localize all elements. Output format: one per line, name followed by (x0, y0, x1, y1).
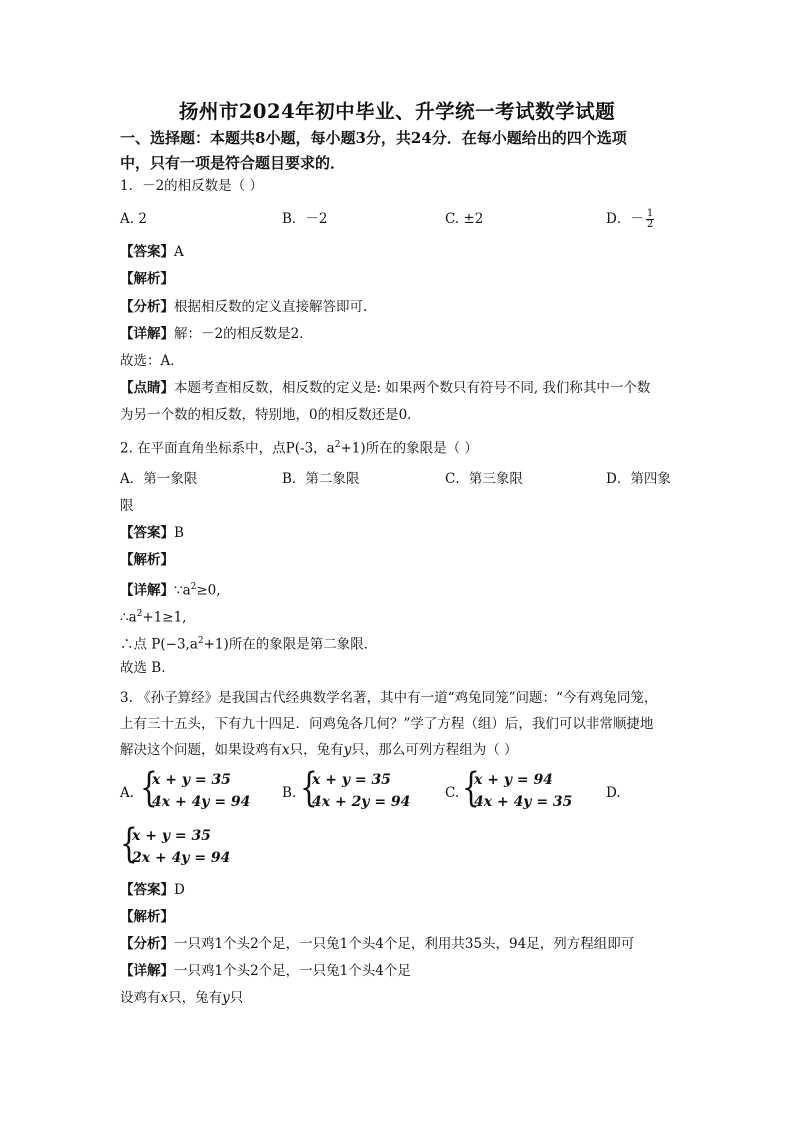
var-x: x (160, 990, 169, 1006)
step1-post: ≥0, (196, 582, 221, 599)
q3-fenxi (120, 934, 634, 954)
q3-analysis-heading (120, 907, 174, 927)
section-header-line1: 一、选择题：本题共8小题，每小题3分，共24分．在每小题给出的四个选项 (120, 129, 627, 147)
q2-step1 (120, 577, 221, 601)
system-eq2: 4x + 2y = 94 (312, 794, 411, 810)
q1-option-b: B．－2 (282, 211, 328, 227)
answer-value: B (174, 525, 184, 541)
q1-dianjing-line2: 为另一个数的相反数，特别地，0的相反数还是0． (120, 407, 421, 423)
var-y: y (343, 742, 352, 758)
q3-line3 (120, 740, 518, 760)
page-title: 扬州市2024年初中毕业、升学统一考试数学试题 (178, 100, 616, 123)
q2-option-c: C．第三象限 (445, 471, 523, 487)
fraction-denominator: 2 (646, 219, 654, 230)
dianjing-tag: 【点睛】 (120, 380, 174, 396)
xiangjie-tag: 【详解】 (120, 582, 174, 599)
analysis-tag: 【解析】 (120, 271, 174, 287)
q2-step3 (120, 631, 377, 655)
q1-fenxi (120, 297, 367, 317)
q1-option-d (606, 209, 654, 230)
answer-tag: 【答案】 (120, 525, 174, 541)
q1-choose: 故选：A． (120, 353, 184, 369)
q3-answer (120, 880, 185, 900)
q2-stem-sup: 2 (334, 440, 341, 450)
answer-value: D (174, 882, 185, 898)
q3-line2: 上有三十五头，下有九十四足．问鸡兔各几何？”学了方程（组）后，我们可以非常顺捷地 (120, 716, 654, 732)
system-eq2: 4x + 4y = 35 (474, 794, 573, 810)
system-eq1: x + y = 94 (474, 772, 553, 788)
section-header-line2: 中，只有一项是符合题目要求的． (120, 154, 346, 172)
q1-option-d-label: D．－ (606, 211, 644, 227)
q2-analysis-heading (120, 550, 174, 570)
fenxi-text: 一只鸡1个头2个足，一只兔1个头4个足，利用共35头，94足，列方程组即可 (174, 936, 635, 952)
fenxi-text: 根据相反数的定义直接解答即可. (174, 299, 368, 315)
q3-last-line (120, 988, 243, 1008)
last-mid: 只，兔有 (168, 990, 223, 1006)
q2-step2 (120, 604, 186, 628)
fraction-one-half (646, 209, 654, 230)
answer-value: A (174, 244, 184, 260)
q3-option-d-letter: D. (606, 785, 621, 801)
xiangjie-text: 一只鸡1个头2个足，一只兔1个头4个足 (174, 963, 411, 979)
q3-line3-post: 只，那么可列方程组为（ ） (351, 742, 518, 758)
xiangjie-tag: 【详解】 (120, 326, 174, 342)
answer-tag: 【答案】 (120, 882, 174, 898)
brace-icon: { (140, 765, 158, 811)
var-y: y (222, 990, 230, 1006)
last-post: 只 (229, 990, 244, 1006)
q1-dianjing-line1 (120, 378, 650, 398)
q2-option-d-wrap: 限 (120, 498, 134, 514)
xiangjie-text: 解：－2的相反数是2． (174, 326, 313, 342)
q2-option-d: D．第四象 (606, 471, 671, 487)
step1-pre: ∵a (174, 582, 191, 599)
q2-stem-post: +1)所在的象限是（ ） (340, 440, 478, 457)
q1-stem: 1．－2的相反数是（ ） (120, 178, 263, 194)
q3-xiangjie (120, 961, 411, 981)
fenxi-tag: 【分析】 (120, 299, 174, 315)
step2-sup: 2 (136, 609, 143, 619)
brace-icon: { (462, 765, 480, 811)
var-x: x (282, 742, 290, 758)
q2-option-b: B．第二象限 (282, 471, 360, 487)
last-pre: 设鸡有 (120, 990, 161, 1006)
q1-xiangjie (120, 324, 313, 344)
analysis-tag: 【解析】 (120, 552, 174, 568)
q3-option-b-letter: B. (282, 785, 297, 801)
system-eq2: 4x + 4y = 94 (152, 794, 251, 810)
q1-analysis-heading (120, 269, 174, 289)
step2-pre: ∴a (120, 609, 137, 626)
q2-choose: 故选 B. (120, 660, 166, 676)
system-eq1: x + y = 35 (132, 828, 211, 844)
q1-option-a: A. 2 (120, 211, 147, 227)
xiangjie-tag: 【详解】 (120, 963, 174, 979)
system-eq1: x + y = 35 (312, 772, 391, 788)
analysis-tag: 【解析】 (120, 909, 174, 925)
q3-option-a-letter: A. (120, 785, 135, 801)
brace-icon: { (120, 821, 138, 867)
q3-line3-pre: 解决这个问题，如果设鸡有 (120, 742, 282, 758)
step3-sup: 2 (197, 636, 204, 646)
brace-icon: { (300, 765, 318, 811)
system-eq1: x + y = 35 (152, 772, 231, 788)
dianjing-text: 本题考查相反数，相反数的定义是: 如果两个数只有符号不同, 我们称其中一个数 (174, 380, 651, 396)
q2-option-a: A．第一象限 (120, 471, 198, 487)
q2-stem (120, 435, 478, 459)
system-eq2: 2x + 4y = 94 (132, 850, 231, 866)
q1-option-c: C. ±2 (445, 211, 484, 227)
q3-line1: 3. 《孙子算经》是我国古代经典数学名著，其中有一道“鸡兔同笼”问题：“今有鸡兔同笼， (120, 690, 658, 706)
answer-tag: 【答案】 (120, 244, 174, 260)
q3-line3-mid: 只，兔有 (289, 742, 344, 758)
step2-post: +1≥1, (142, 609, 187, 626)
step3-pre: ∴点 P(−3,a (120, 636, 198, 653)
q3-option-c-letter: C. (445, 785, 460, 801)
q2-answer (120, 523, 184, 543)
fraction-numerator: 1 (646, 208, 654, 219)
step1-sup: 2 (190, 582, 197, 592)
step3-post: +1)所在的象限是第二象限． (203, 636, 378, 653)
q1-answer (120, 242, 184, 262)
q2-stem-pre: 2. 在平面直角坐标系中，点P(-3，a (120, 440, 335, 457)
fenxi-tag: 【分析】 (120, 936, 174, 952)
